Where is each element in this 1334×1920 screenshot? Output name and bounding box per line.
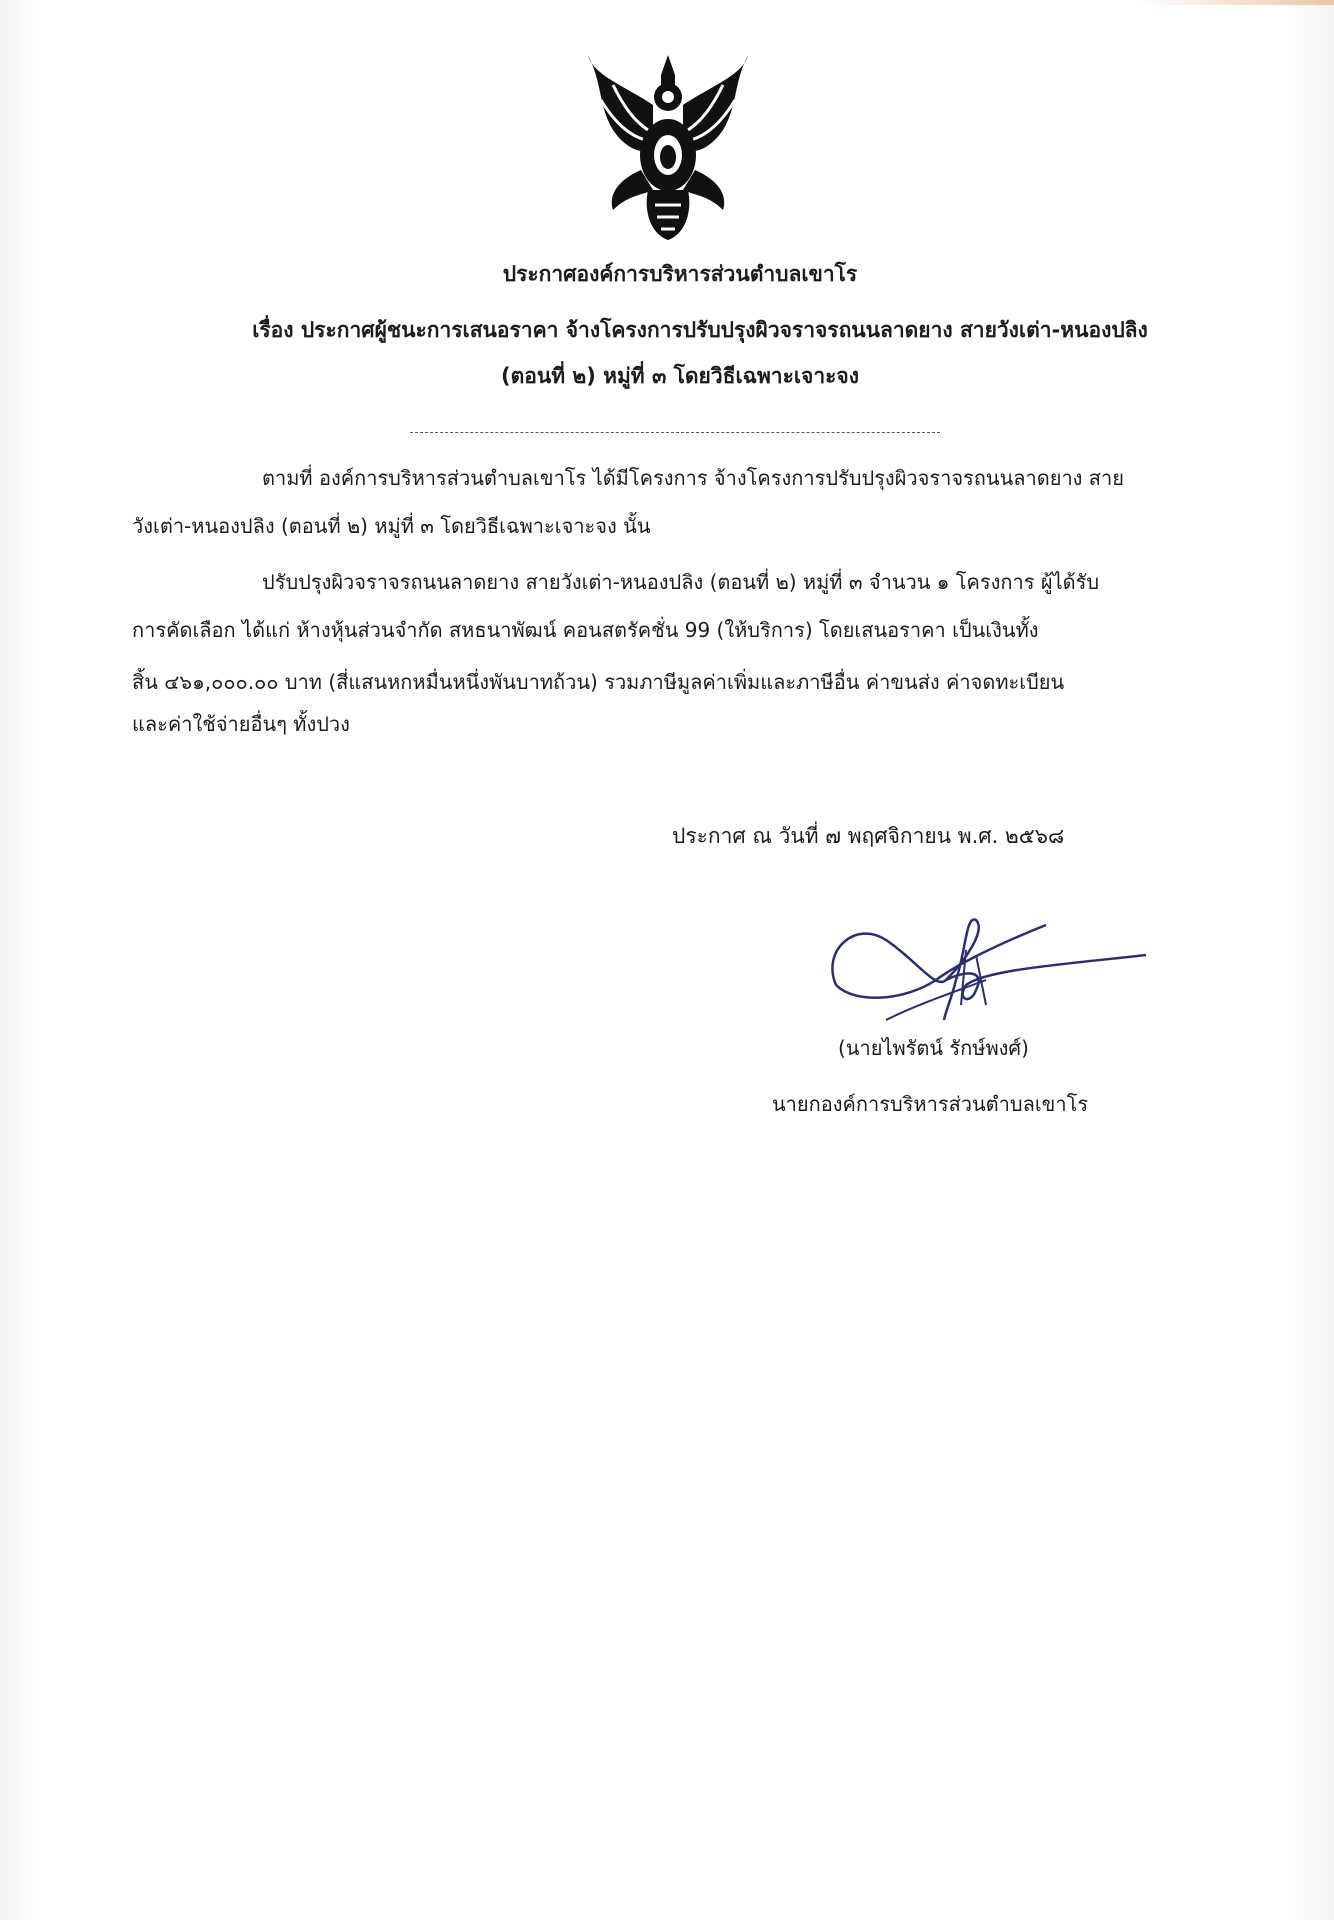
paragraph-2-line-3: สิ้น ๔๖๑,๐๐๐.๐๐ บาท (สี่แสนหกหมื่นหนึ่งพันบาทถ้วน) รวมภาษีมูลค่าเพิ่มและภาษีอื่น ค่าขนส่ง ค่าจดทะเบียน [132,670,1065,694]
signatory-position: นายกองค์การบริหารส่วนตำบลเขาโร [772,1092,1089,1116]
announcement-subject-cont: (ตอนที่ ๒) หมู่ที่ ๓ โดยวิธีเฉพาะเจาะจง [501,364,859,388]
paragraph-1-line-1: ตามที่ องค์การบริหารส่วนตำบลเขาโร ได้มีโครงการ จ้างโครงการปรับปรุงผิวจราจรถนนลาดยาง สาย [262,466,1124,490]
announcement-subject: เรื่อง ประกาศผู้ชนะการเสนอราคา จ้างโครงการปรับปรุงผิวจราจรถนนลาดยาง สายวังเต่า-หนองปลิง [252,318,1148,342]
handwritten-signature [826,910,1156,1030]
paragraph-2-line-4: และค่าใช้จ่ายอื่นๆ ทั้งปวง [132,712,350,736]
paragraph-2-line-2: การคัดเลือก ได้แก่ ห้างหุ้นส่วนจำกัด สหธนาพัฒน์ คอนสตรัคชั่น 99 (ให้บริการ) โดยเสนอราคา เป็นเงินทั้ง [132,618,1039,642]
announcement-date: ประกาศ ณ วันที่ ๗ พฤศจิกายน พ.ศ. ๒๕๖๘ [672,824,1065,848]
dotted-divider [410,432,940,433]
scan-edge-mark [1134,0,1334,5]
paragraph-2-line-1: ปรับปรุงผิวจราจรถนนลาดยาง สายวังเต่า-หนองปลิง (ตอนที่ ๒) หมู่ที่ ๓ จำนวน ๑ โครงการ ผู้ได้รับ [262,570,1100,594]
paragraph-1-line-2: วังเต่า-หนองปลิง (ตอนที่ ๒) หมู่ที่ ๓ โดยวิธีเฉพาะเจาะจง นั้น [132,514,651,538]
signatory-name: (นายไพรัตน์ รักษ์พงศ์) [838,1036,1029,1060]
garuda-emblem-icon [583,45,753,245]
announcement-title: ประกาศองค์การบริหารส่วนตำบลเขาโร [502,262,858,286]
